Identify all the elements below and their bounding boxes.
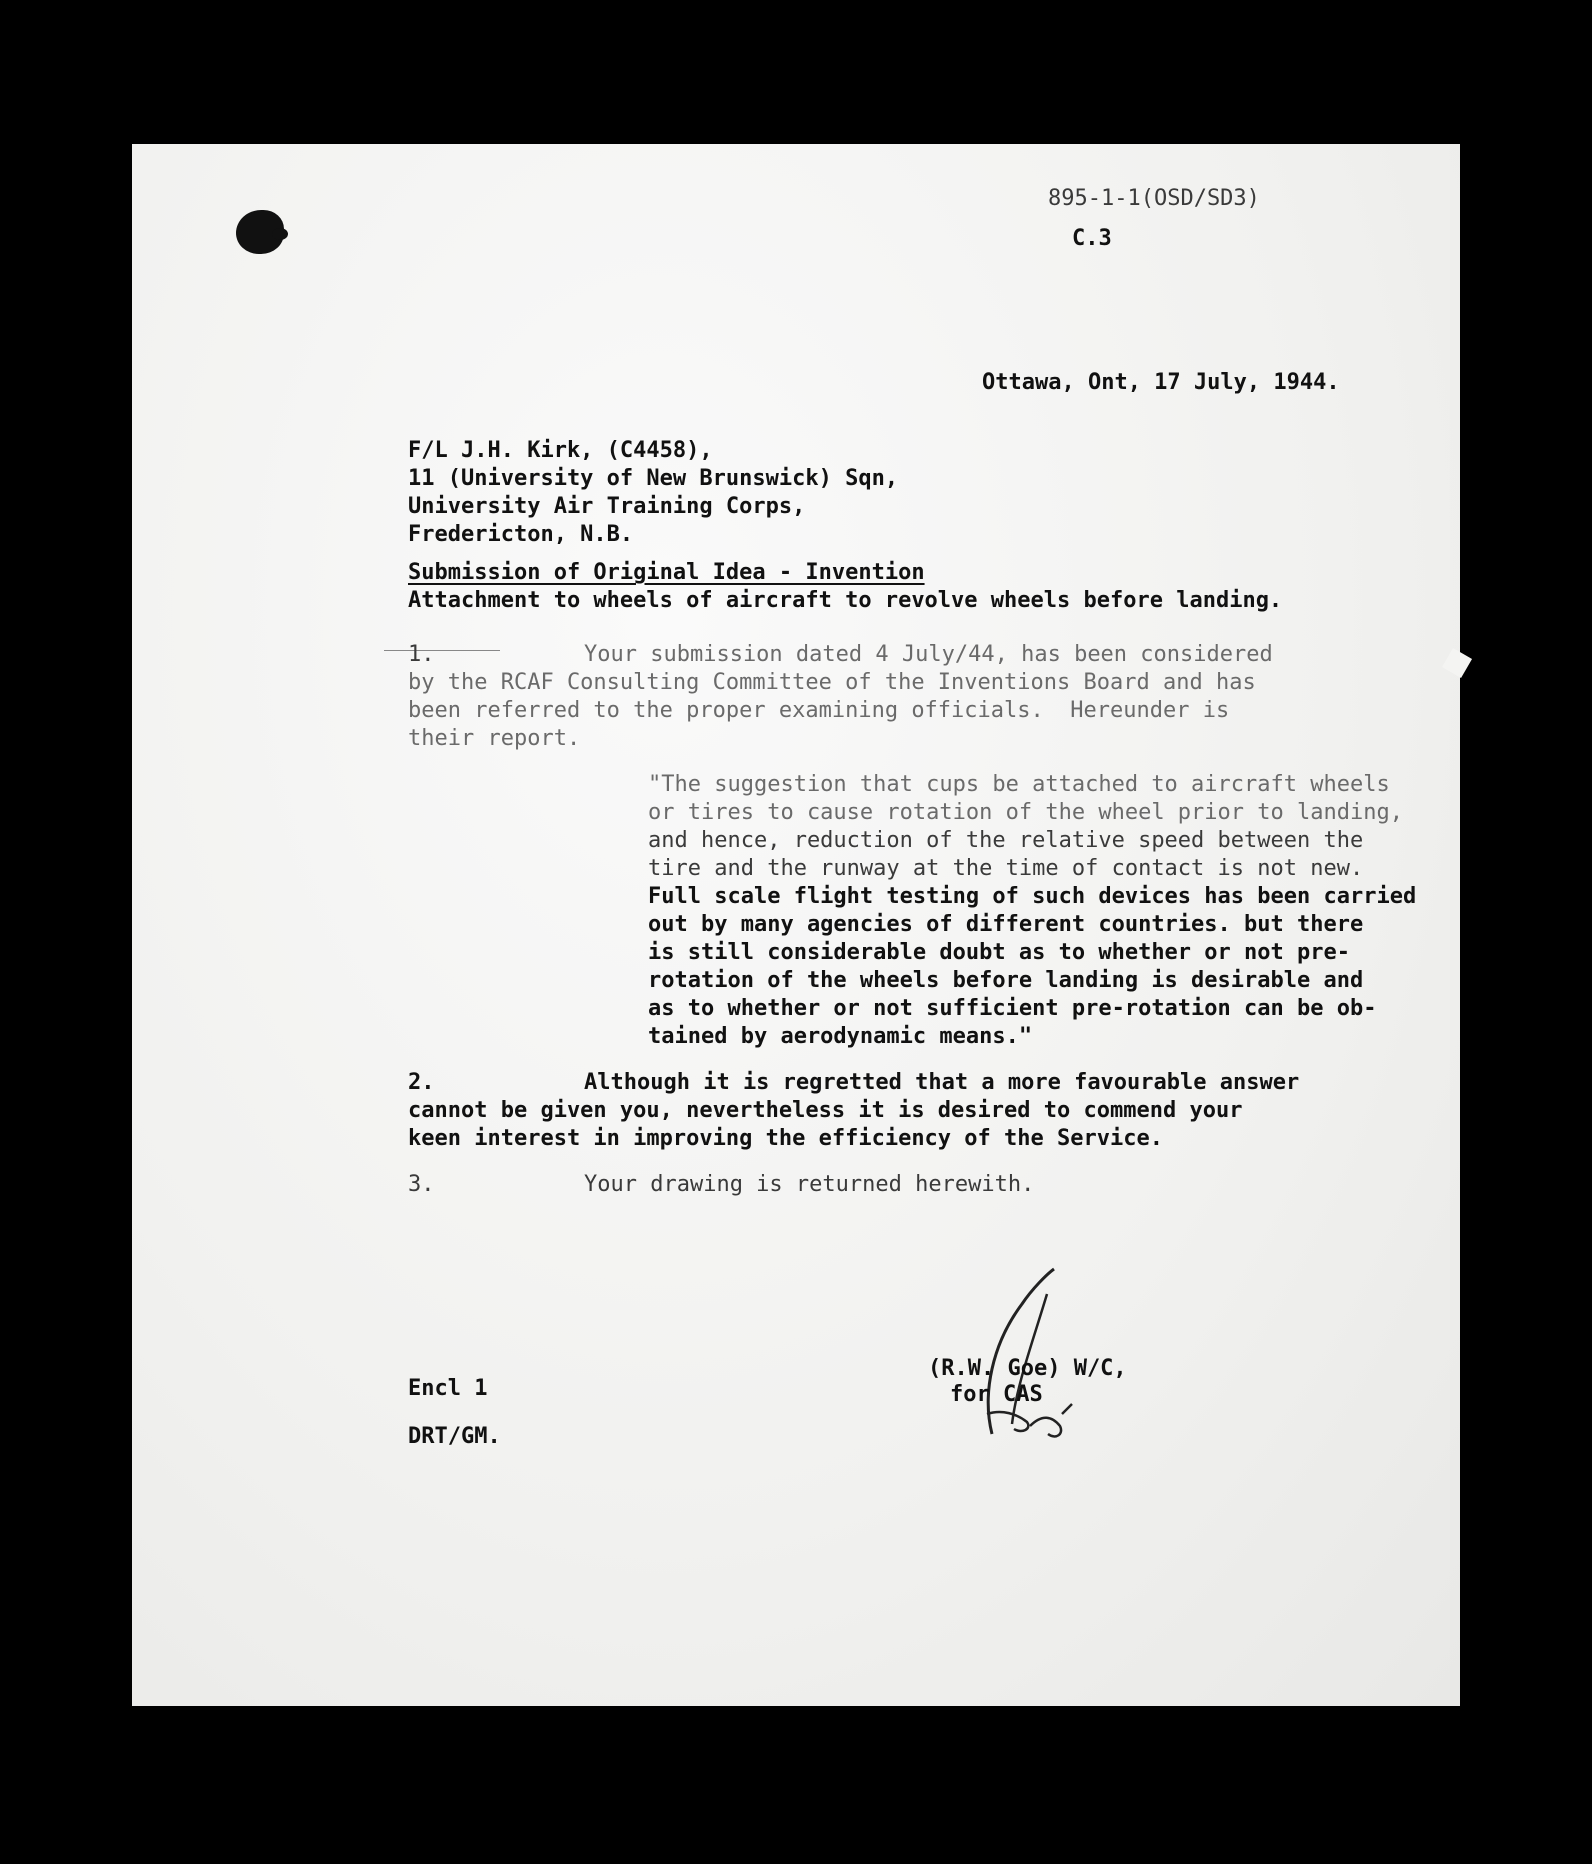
- typist-initials: DRT/GM.: [408, 1424, 501, 1449]
- enclosure-note: Encl 1: [408, 1376, 488, 1401]
- recipient-unit: 11 (University of New Brunswick) Sqn,: [408, 466, 899, 491]
- signatory-name: (R.W. Goe) W/C,: [928, 1356, 1127, 1381]
- paragraph-number: 3.: [408, 1172, 435, 1197]
- subject-detail: Attachment to wheels of aircraft to revolve wheels before landing.: [408, 588, 1283, 613]
- paragraph-line: their report.: [408, 726, 581, 751]
- paragraph-number: 2.: [408, 1070, 435, 1095]
- copy-number: C.3: [1072, 226, 1112, 251]
- paragraph-number: 1.: [408, 642, 435, 667]
- recipient-name: F/L J.H. Kirk, (C4458),: [408, 438, 713, 463]
- quote-line: out by many agencies of different countries. but there: [648, 912, 1364, 937]
- recipient-city: Fredericton, N.B.: [408, 522, 634, 547]
- quote-line: as to whether or not sufficient pre-rotation can be ob-: [648, 996, 1377, 1021]
- ink-blot-fragment: [272, 228, 288, 240]
- quote-line: is still considerable doubt as to whether or not pre-: [648, 940, 1350, 965]
- quote-line: Full scale flight testing of such devices has been carried: [648, 884, 1417, 909]
- quote-line: tire and the runway at the time of contact is not new.: [648, 856, 1364, 881]
- file-reference: 895-1-1(OSD/SD3): [1048, 186, 1260, 211]
- subject-heading: Submission of Original Idea - Invention: [408, 560, 925, 585]
- date-line: Ottawa, Ont, 17 July, 1944.: [982, 370, 1340, 395]
- paragraph-line: cannot be given you, nevertheless it is desired to commend your: [408, 1098, 1243, 1123]
- quote-line: rotation of the wheels before landing is desirable and: [648, 968, 1364, 993]
- quote-line: "The suggestion that cups be attached to aircraft wheels: [648, 772, 1390, 797]
- margin-rule: [384, 650, 500, 651]
- letter-page: [132, 144, 1460, 1706]
- recipient-organization: University Air Training Corps,: [408, 494, 806, 519]
- signatory-authority: for CAS: [950, 1382, 1043, 1407]
- quote-line: or tires to cause rotation of the wheel prior to landing,: [648, 800, 1403, 825]
- paragraph-line: been referred to the proper examining officials. Hereunder is: [408, 698, 1230, 723]
- paragraph-line: keen interest in improving the efficiency of the Service.: [408, 1126, 1163, 1151]
- paper-tear: [1442, 648, 1472, 678]
- paragraph-line: Although it is regretted that a more favourable answer: [584, 1070, 1300, 1095]
- paragraph-line: Your drawing is returned herewith.: [584, 1172, 1035, 1197]
- paragraph-line: by the RCAF Consulting Committee of the Inventions Board and has: [408, 670, 1256, 695]
- quote-line: tained by aerodynamic means.": [648, 1024, 1033, 1049]
- paragraph-line: Your submission dated 4 July/44, has been considered: [584, 642, 1273, 667]
- quote-line: and hence, reduction of the relative speed between the: [648, 828, 1364, 853]
